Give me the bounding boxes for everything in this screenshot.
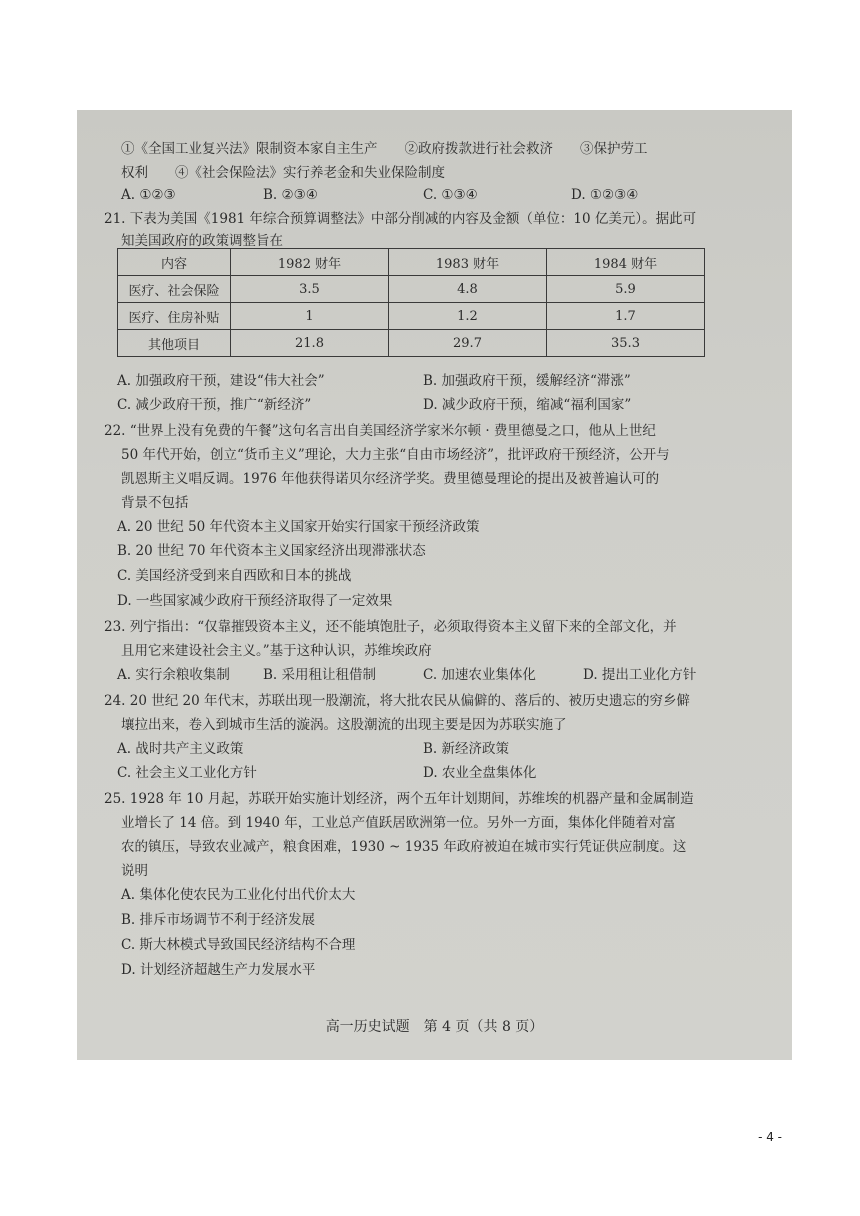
- q24-option-b: B. 新经济政策: [423, 741, 510, 757]
- q25-option-a: A. 集体化使农民为工业化付出代价太大: [121, 887, 356, 903]
- q25-stem-line-4: 说明: [121, 863, 148, 879]
- q23-option-c: C. 加速农业集体化: [423, 667, 536, 683]
- table-header-cell: 内容: [118, 249, 231, 276]
- q23-option-a: A. 实行余粮收集制: [117, 667, 230, 683]
- table-cell: 1: [231, 303, 389, 330]
- page-number: - 4 -: [758, 1130, 782, 1144]
- q22-stem-line-1: 22. “世界上没有免费的午餐”这句名言出自美国经济学家米尔顿 · 费里德曼之口，他从上世纪: [104, 423, 656, 439]
- q25-stem-line-2: 业增长了 14 倍。到 1940 年，工业总产值跃居欧洲第一位。另外一方面，集体化伴随着对富: [121, 815, 676, 831]
- q20-option-d: D. ①②③④: [571, 187, 639, 203]
- table-row: [118, 330, 705, 357]
- page-footer: 高一历史试题 第 4 页（共 8 页）: [325, 1019, 544, 1035]
- table-header-row: [118, 249, 705, 276]
- table-row: [118, 303, 705, 330]
- q22-option-b: B. 20 世纪 70 年代资本主义国家经济出现滞涨状态: [117, 543, 426, 559]
- table-header-cell: 1982 财年: [231, 249, 389, 276]
- q21-budget-table: [117, 248, 705, 357]
- q22-stem-line-2: 50 年代开始，创立“货币主义”理论，大力主张“自由市场经济”，批评政府干预经济，公开与: [121, 447, 670, 463]
- table-cell: 29.7: [389, 330, 547, 357]
- q20-statement-line-1: ①《全国工业复兴法》限制资本家自主生产 ②政府拨款进行社会救济 ③保护劳工: [121, 141, 648, 157]
- q25-stem-line-3: 农的镇压，导致农业减产，粮食困难，1930 ~ 1935 年政府被迫在城市实行凭证供应制度。这: [121, 839, 687, 855]
- q25-option-c: C. 斯大林模式导致国民经济结构不合理: [121, 937, 356, 953]
- q24-stem-line-1: 24. 20 世纪 20 年代末，苏联出现一股潮流，将大批农民从偏僻的、落后的、被历史遗忘的穷乡僻: [104, 693, 690, 709]
- q22-option-a: A. 20 世纪 50 年代资本主义国家开始实行国家干预经济政策: [117, 519, 480, 535]
- q25-option-b: B. 排斥市场调节不利于经济发展: [121, 912, 316, 928]
- scanned-exam-page: [77, 110, 792, 1060]
- table-header-cell: 1984 财年: [547, 249, 705, 276]
- q21-option-c: C. 减少政府干预，推广“新经济”: [117, 397, 312, 413]
- q24-option-a: A. 战时共产主义政策: [117, 741, 244, 757]
- q24-option-c: C. 社会主义工业化方针: [117, 765, 257, 781]
- q22-option-c: C. 美国经济受到来自西欧和日本的挑战: [117, 568, 352, 584]
- q20-statement-line-2: 权利 ④《社会保险法》实行养老金和失业保险制度: [121, 165, 445, 181]
- table-cell: 医疗、社会保险: [118, 276, 231, 303]
- q22-option-d: D. 一些国家减少政府干预经济取得了一定效果: [117, 593, 393, 609]
- q23-stem-line-1: 23. 列宁指出：“仅靠摧毁资本主义，还不能填饱肚子，必须取得资本主义留下来的全部文化，并: [104, 619, 677, 635]
- table-cell: 1.7: [547, 303, 705, 330]
- q23-stem-line-2: 且用它来建设社会主义。”基于这种认识，苏维埃政府: [121, 643, 432, 659]
- table-cell: 4.8: [389, 276, 547, 303]
- q25-option-d: D. 计划经济超越生产力发展水平: [121, 962, 316, 978]
- table-row: [118, 276, 705, 303]
- q22-stem-line-4: 背景不包括: [121, 495, 189, 511]
- q20-option-b: B. ②③④: [263, 187, 318, 203]
- q25-stem-line-1: 25. 1928 年 10 月起，苏联开始实施计划经济，两个五年计划期间，苏维埃的机器产量和金属制造: [104, 791, 694, 807]
- table-cell: 其他项目: [118, 330, 231, 357]
- table-cell: 21.8: [231, 330, 389, 357]
- q21-stem-line-2: 知美国政府的政策调整旨在: [121, 233, 283, 249]
- q23-option-b: B. 采用租让租借制: [263, 667, 377, 683]
- q21-stem-line-1: 21. 下表为美国《1981 年综合预算调整法》中部分削减的内容及金额（单位：10 亿美元）。据此可: [104, 211, 697, 227]
- q21-option-d: D. 减少政府干预，缩减“福利国家”: [423, 397, 632, 413]
- q23-option-d: D. 提出工业化方针: [583, 667, 697, 683]
- q20-option-c: C. ①③④: [423, 187, 478, 203]
- q20-option-a: A. ①②③: [121, 187, 176, 203]
- table-cell: 35.3: [547, 330, 705, 357]
- q24-option-d: D. 农业全盘集体化: [423, 765, 537, 781]
- table-cell: 3.5: [231, 276, 389, 303]
- q21-option-a: A. 加强政府干预，建设“伟大社会”: [117, 373, 325, 389]
- q22-stem-line-3: 凯恩斯主义唱反调。1976 年他获得诺贝尔经济学奖。费里德曼理论的提出及被普遍认可的: [121, 471, 660, 487]
- q21-option-b: B. 加强政府干预，缓解经济“滞涨”: [423, 373, 631, 389]
- q24-stem-line-2: 壤拉出来，卷入到城市生活的漩涡。这股潮流的出现主要是因为苏联实施了: [121, 717, 567, 733]
- table-cell: 医疗、住房补贴: [118, 303, 231, 330]
- table-cell: 1.2: [389, 303, 547, 330]
- table-header-cell: 1983 财年: [389, 249, 547, 276]
- table-cell: 5.9: [547, 276, 705, 303]
